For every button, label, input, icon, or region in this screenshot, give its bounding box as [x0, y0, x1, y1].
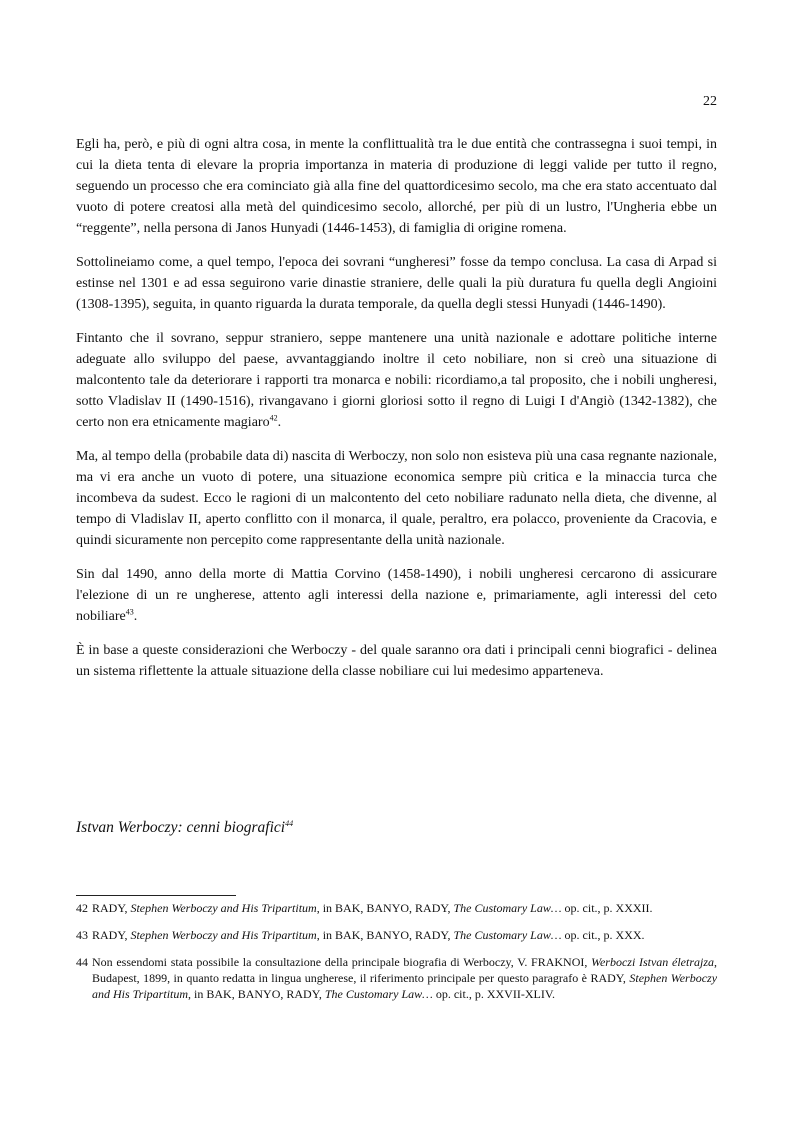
footnote-ref-42[interactable]: 42	[269, 413, 278, 423]
footnote-pages: op. cit., p. XXXII.	[564, 901, 653, 915]
footnotes	[76, 900, 717, 1013]
footnote-title: Stephen Werboczy and His Tripartitum	[130, 901, 317, 915]
footnote-book: The Customary Law…	[453, 901, 562, 915]
paragraph-5-end: .	[133, 609, 138, 624]
paragraph-2: Sottolineiamo come, a quel tempo, l'epoca dei sovrani “ungheresi” fosse da tempo conclusa. La casa di Arpad si estinse nel 1301 e ad essa seguirono varie dinastie straniere, delle quali la più duratura fu quella degli Angioini (1308-1395), seguita, in quanto riguarda la durata temporale, da quella degli stessi Hunyadi (1446-1490).	[76, 255, 717, 312]
footnote-book: The Customary Law…	[453, 928, 562, 942]
footnote-book: The Customary Law…	[324, 987, 433, 1001]
paragraph-3-end: .	[277, 415, 282, 430]
footnote-author: RADY,	[92, 928, 128, 942]
section-heading	[76, 818, 293, 838]
footnote-43	[76, 927, 717, 943]
footnote-42	[76, 900, 717, 916]
footnote-intro: Non essendomi stata possibile la consultazione della principale biografia di Werboczy, V. FRAKNOI,	[92, 955, 588, 969]
footnote-number: 44	[76, 955, 88, 969]
footnote-note: , Budapest, 1899, in quanto redatta in lingua ungherese, il riferimento principale per questo paragrafo è RADY,	[92, 955, 717, 985]
page-number: 22	[703, 94, 717, 109]
footnote-44	[76, 954, 717, 1002]
footnote-separator	[76, 895, 236, 896]
paragraph-3-text: Fintanto che il sovrano, seppur straniero, seppe mantenere una unità nazionale e adottare politiche interne adeguate allo sviluppo del paese, avvantaggiando inoltre il ceto nobiliare, non si creò una situazione di malcontento tale da deteriorare i rapporti tra monarca e nobili: ricordiamo,a tal proposito, che i nobili ungheresi, sotto Vladislav II (1490-1516), rivangavano i giorni gloriosi sotto il regno di Luigi I d'Angiò (1342-1382), che certo non era etnicamente magiaro	[76, 331, 717, 430]
paragraph-5-text: Sin dal 1490, anno della morte di Mattia Corvino (1458-1490), i nobili ungheresi cercarono di assicurare l'elezione di un re ungherese, attento agli interessi della nazione e, primariamente, agli interessi del ceto nobiliare	[76, 567, 717, 624]
footnote-pages: op. cit., p. XXX.	[564, 928, 645, 942]
footnote-author: RADY,	[92, 901, 128, 915]
paragraph-3	[76, 328, 717, 433]
footnote-editors: , in BAK, BANYO, RADY,	[316, 928, 451, 942]
body-text	[76, 134, 717, 695]
footnote-text	[92, 900, 717, 916]
paragraph-5	[76, 564, 717, 627]
footnote-ref-44[interactable]: 44	[285, 818, 294, 828]
footnote-editors: , in BAK, BANYO, RADY,	[188, 987, 322, 1001]
paragraph-4: Ma, al tempo della (probabile data di) nascita di Werboczy, non solo non esisteva più una casa regnante nazionale, ma vi era anche un vuoto di potere, una situazione economica sempre più critica e la minaccia turca che incombeva da sudest. Ecco le ragioni di un malcontento del ceto nobiliare radunato nella dieta, che divenne, al tempo di Vladislav II, aperto conflitto con il monarca, il quale, peraltro, era polacco, proveniente da Cracovia, e quindi sicuramente non percepito come rappresentante della unità nazionale.	[76, 449, 717, 548]
footnote-text	[92, 954, 717, 1002]
paragraph-1: Egli ha, però, e più di ogni altra cosa, in mente la conflittualità tra le due entità che contrassegna i suoi tempi, in cui la dieta tenta di elevare la propria importanza in materia di produzione di leggi valide per tutto il regno, seguendo un processo che era cominciato già alla fine del quattordicesimo secolo, ma che era stato accentuato dal vuoto di potere creatosi alla metà del quindicesimo secolo, allorché, per più di un lustro, l'Ungheria ebbe un “reggente”, nella persona di Janos Hunyadi (1446-1453), di famiglia di origine romena.	[76, 137, 717, 236]
footnote-number: 42	[76, 901, 88, 915]
footnote-pages: op. cit., p. XXVII-XLIV.	[435, 987, 555, 1001]
footnote-ref-43[interactable]: 43	[125, 607, 134, 617]
footnote-title-hungarian: Werboczi Istvan életrajza	[591, 955, 714, 969]
footnote-title: Stephen Werboczy and His Tripartitum	[130, 928, 317, 942]
footnote-editors: , in BAK, BANYO, RADY,	[316, 901, 451, 915]
footnote-number: 43	[76, 928, 88, 942]
footnote-text	[92, 927, 717, 943]
section-heading-text: Istvan Werboczy: cenni biografici	[76, 819, 286, 836]
footnote-title: Stephen Werboczy and His Tripartitum	[92, 971, 718, 1001]
paragraph-6: È in base a queste considerazioni che Werboczy - del quale saranno ora dati i principali cenni biografici - delinea un sistema riflettente la attuale situazione della classe nobiliare cui lui medesimo apparteneva.	[76, 643, 717, 679]
